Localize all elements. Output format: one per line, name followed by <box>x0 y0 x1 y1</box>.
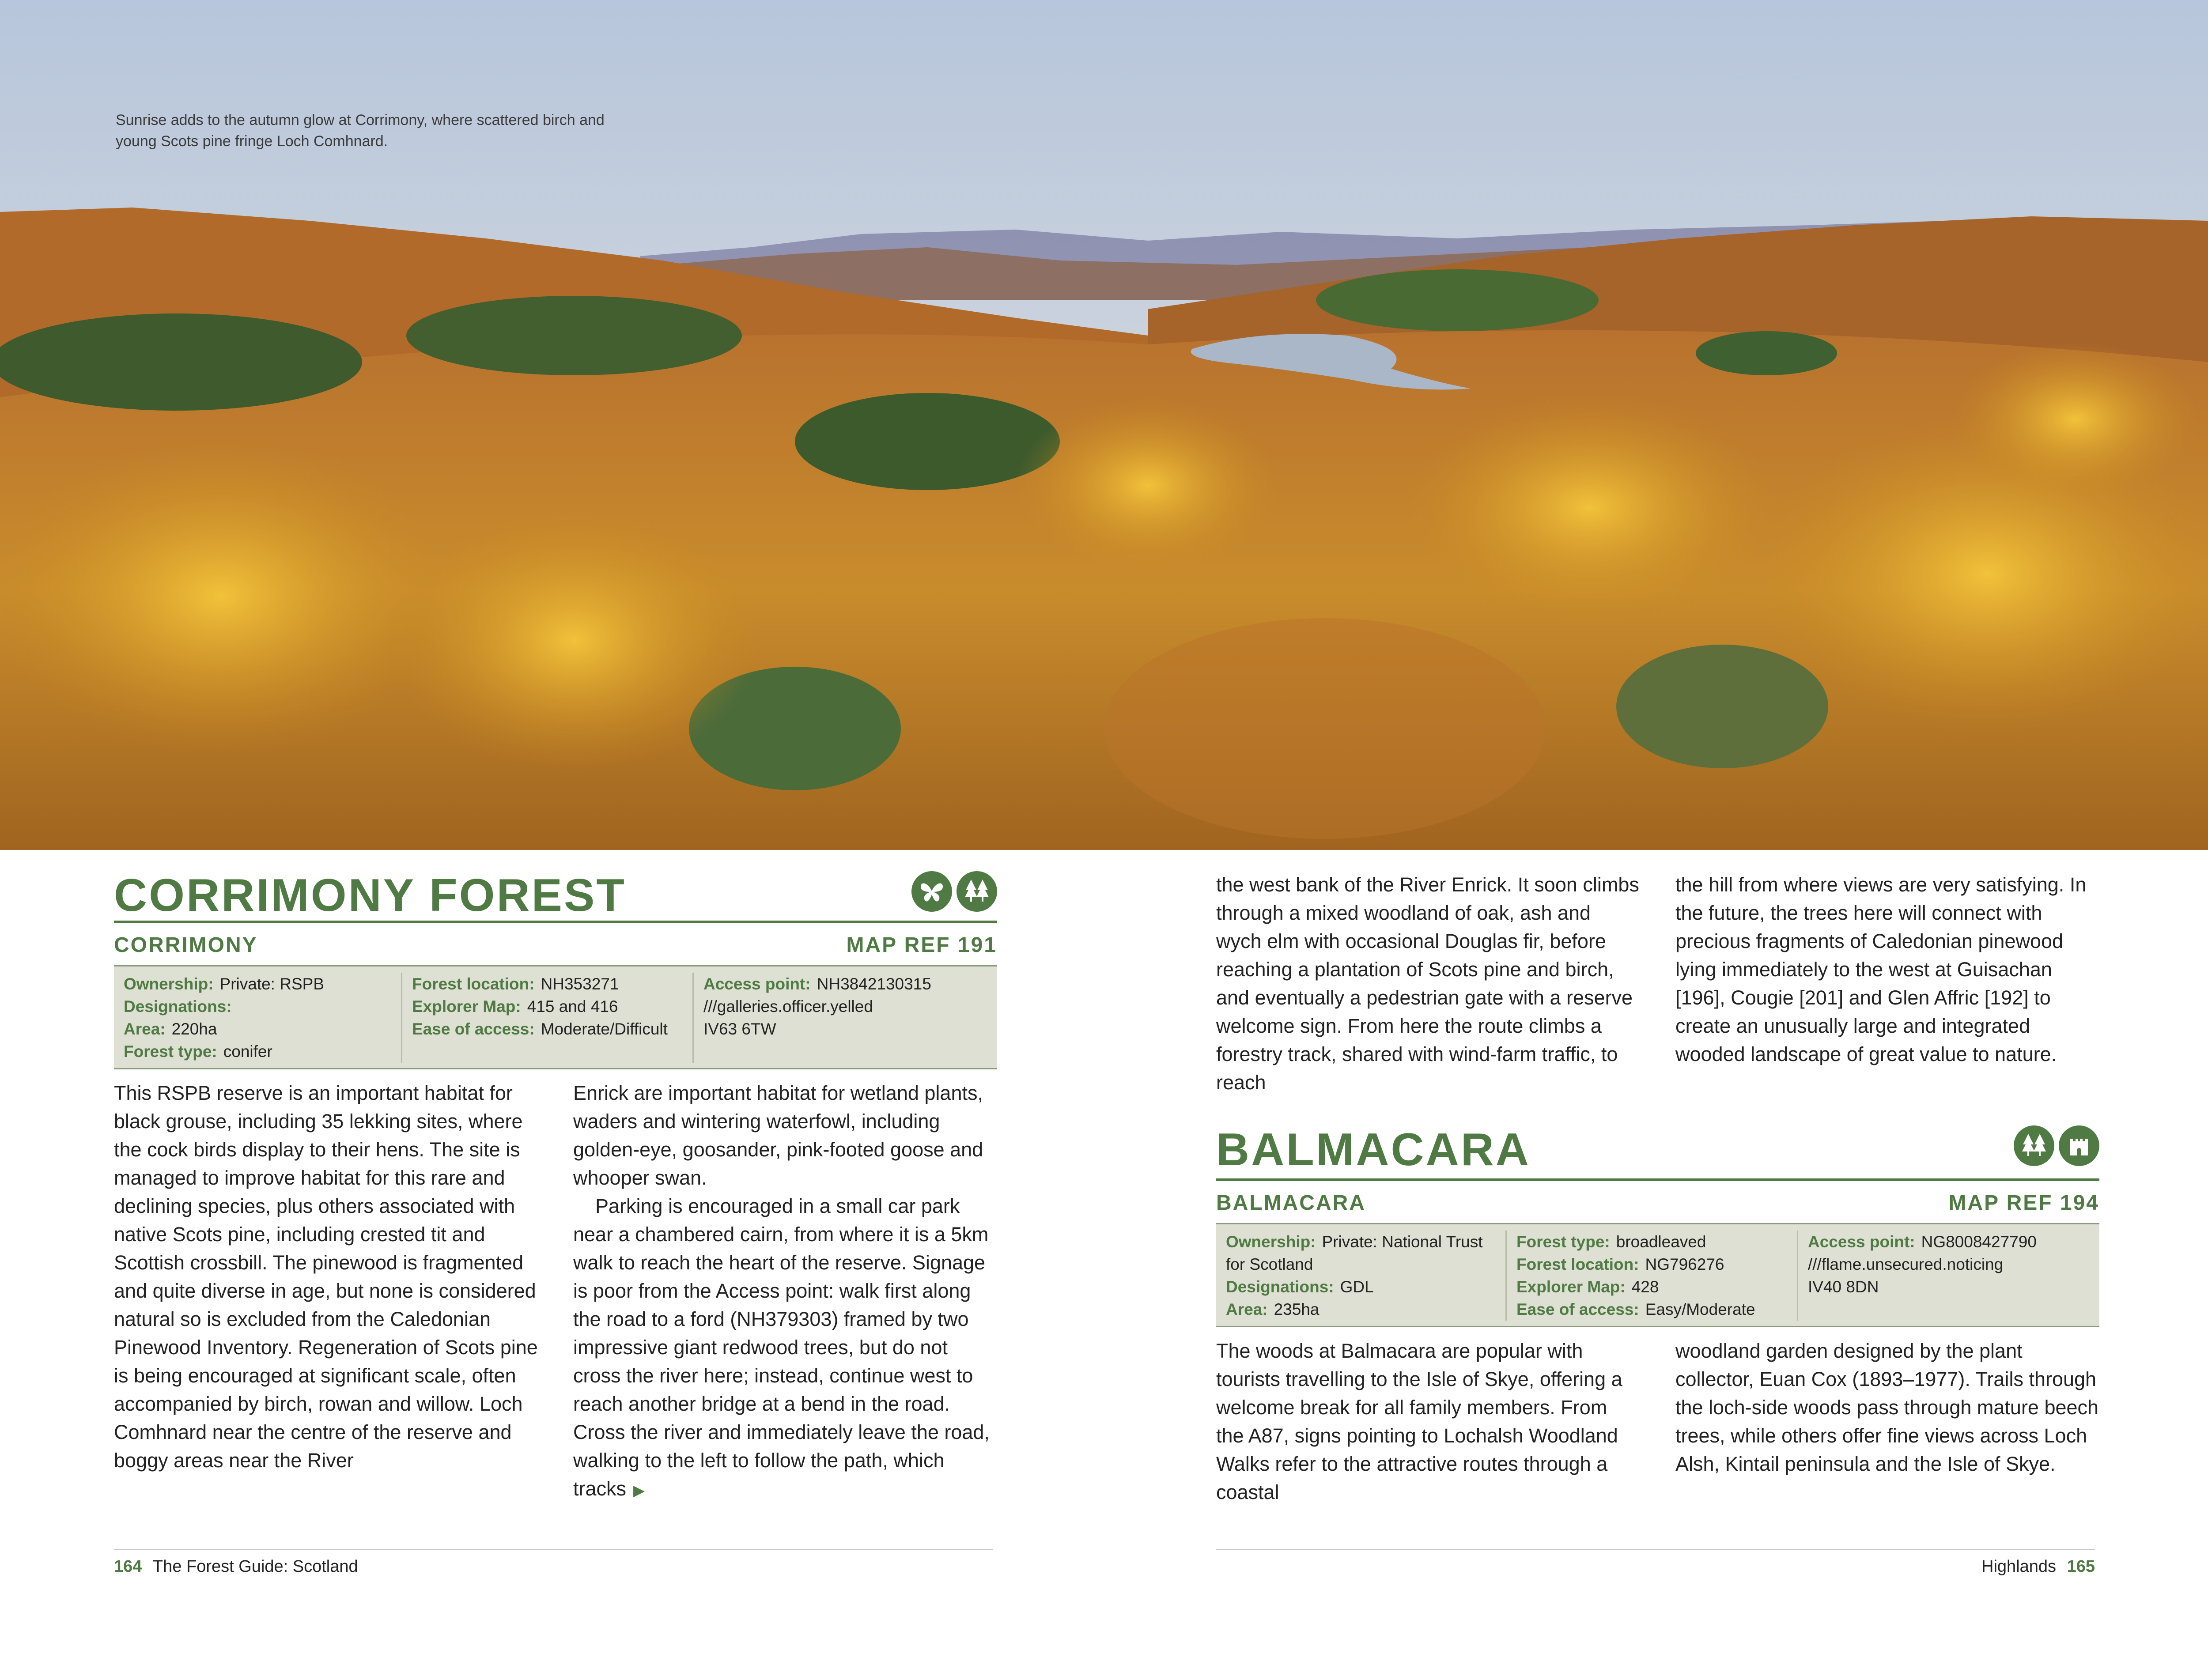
info-line: Forest location: NH353271 <box>412 975 619 993</box>
book-title: The Forest Guide: Scotland <box>152 1557 358 1576</box>
body-text <box>1216 1337 2099 1506</box>
footer-right <box>1216 1555 2095 1578</box>
paragraph: This RSPB reserve is an important habitat for black grouse, including 35 lekking sites, where the cock birds display to their hens. The site is managed to improve habitat for this rare and declining species, plus others associated with native Scots pine, including crested tit and Scottish crossbill. The pinewood is fragmented and quite diverse in age, but none is considered natural so is excluded from the Caledonian Pinewood Inventory. Regeneration of Scots pine is being encouraged at significant scale, often accompanied by birch, rowan and willow. Loch Comhnard near the centre of the reserve and boggy areas near the River <box>114 1082 538 1472</box>
continue-arrow-icon: ▶ <box>633 1482 645 1499</box>
info-column <box>1216 1231 1505 1321</box>
page-number: 164 <box>114 1557 142 1576</box>
text-column <box>573 1079 997 1505</box>
paragraph: woodland garden designed by the plant collector, Euan Cox (1893–1977). Trails through the loch-side woods pass through mature beech trees, while others offer fine views across Loch Alsh, Kintail peninsula and the Isle of Skye. <box>1675 1340 2099 1475</box>
location-row <box>1216 1181 2099 1223</box>
location-name: BALMACARA <box>1216 1191 1366 1215</box>
text-column <box>1216 871 1640 1097</box>
text-column <box>1216 1337 1640 1506</box>
info-line: Ease of access: Moderate/Difficult <box>412 1020 668 1038</box>
info-column <box>401 973 692 1063</box>
info-line: Designations: <box>124 997 232 1016</box>
text-column <box>1675 871 2099 1097</box>
info-column <box>114 973 401 1063</box>
paragraph: The woods at Balmacara are popular with tourists travelling to the Isle of Skye, offering a welcome break for all family members. From the A87, signs pointing to Lochalsh Woodland Walks refer to the attractive routes through a coastal <box>1216 1340 1622 1503</box>
location-row <box>114 923 997 965</box>
footer-left <box>114 1555 358 1578</box>
footer-rule <box>114 1549 993 1550</box>
feature-icons <box>911 871 997 912</box>
text-column <box>114 1079 538 1505</box>
section-title: Highlands <box>1981 1557 2057 1576</box>
info-line: IV40 8DN <box>1808 1278 1879 1296</box>
map-ref: MAP REF 194 <box>1948 1191 2099 1215</box>
body-text <box>114 1079 997 1505</box>
butterfly-icon <box>911 871 952 912</box>
info-line: Access point: NG8008427790 <box>1808 1233 2037 1251</box>
info-line: Explorer Map: 415 and 416 <box>412 997 618 1016</box>
info-line: ///flame.unsecured.noticing <box>1808 1255 2004 1273</box>
site-title: CORRIMONY FOREST <box>114 870 626 921</box>
text-column <box>1675 1337 2099 1506</box>
info-line: Forest type: conifer <box>124 1042 272 1061</box>
right-page <box>1216 850 2099 1506</box>
conifer-trees-icon <box>2014 1125 2054 1166</box>
info-line: Designations: GDL <box>1226 1278 1374 1296</box>
castle-icon <box>2059 1125 2099 1166</box>
site-title: BALMACARA <box>1216 1124 1531 1175</box>
location-name: CORRIMONY <box>114 933 258 957</box>
feature-icons <box>2014 1125 2099 1166</box>
info-line: ///galleries.officer.yelled <box>703 997 873 1016</box>
info-line: Forest type: broadleaved <box>1516 1233 1706 1251</box>
info-box <box>1216 1223 2099 1327</box>
footer-rule <box>1216 1549 2095 1550</box>
paragraph: the west bank of the River Enrick. It soon climbs through a mixed woodland of oak, ash and wych elm with occasional Douglas fir, before reaching a plantation of Scots pine and birch, and eventually a pedestrian gate with a reserve welcome sign. From here the route climbs a forestry track, shared with wind-farm traffic, to reach <box>1216 873 1639 1094</box>
info-line: Ease of access: Easy/Moderate <box>1516 1300 1755 1318</box>
info-box <box>114 965 997 1069</box>
info-line: Access point: NH3842130315 <box>703 975 931 993</box>
page-number: 165 <box>2067 1557 2095 1576</box>
paragraph: the hill from where views are very satisfying. In the future, the trees here will connect with precious fragments of Caledonian pinewood lying immediately to the west at Guisachan [196], Cougie [201] and Glen Affric [192] to create an unusually large and integrated wooded landscape of great value to nature. <box>1675 873 2087 1065</box>
info-line: Ownership: Private: National Trust for Scotland <box>1226 1233 1483 1273</box>
info-column <box>692 973 993 1063</box>
paragraph: Enrick are important habitat for wetland plants, waders and wintering waterfowl, including golden-eye, goosander, pink-footed goose and whooper swan. <box>573 1082 983 1189</box>
info-line: Explorer Map: 428 <box>1516 1278 1659 1296</box>
map-ref: MAP REF 191 <box>846 933 997 957</box>
continued-text <box>1216 871 2099 1097</box>
info-column <box>1797 1231 2095 1321</box>
conifer-trees-icon <box>957 871 997 912</box>
info-line: Area: 235ha <box>1226 1300 1320 1318</box>
photo-caption: Sunrise adds to the autumn glow at Corrimony, where scattered birch and young Scots pine fringe Loch Comhnard. <box>116 112 605 150</box>
title-row <box>114 850 997 921</box>
info-line: Forest location: NG796276 <box>1516 1255 1724 1273</box>
info-line: Area: 220ha <box>124 1020 217 1038</box>
title-row <box>1216 1114 2099 1178</box>
info-line: Ownership: Private: RSPB <box>124 975 325 993</box>
info-column <box>1505 1231 1797 1321</box>
left-page <box>114 850 997 1505</box>
info-line: IV63 6TW <box>703 1020 776 1038</box>
paragraph: Parking is encouraged in a small car park near a chambered cairn, from where it is a 5km walk to reach the heart of the reserve. Signage is poor from the Access point: walk first along the road to a ford (NH379303) framed by two impressive giant redwood trees, but do not cross the river here; instead, continue west to reach another bridge at a bend in the road. Cross the river and immediately leave the road, walking to the left to follow the path, which tracks ▶ <box>573 1195 990 1500</box>
